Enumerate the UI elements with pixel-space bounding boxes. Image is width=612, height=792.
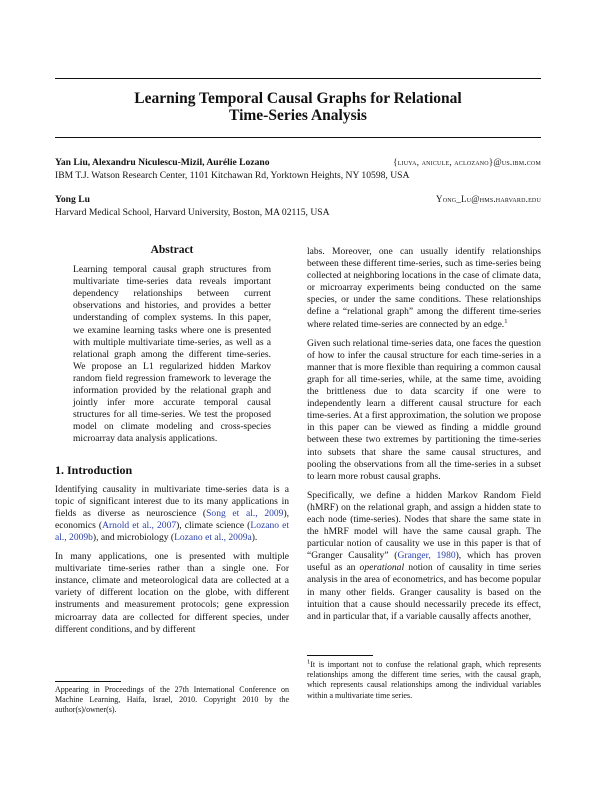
intro-paragraph-2: In many applications, one is presented with multiple multivariate time-series rather than a single one. For instance, climate and meteorological data are collected at a variety of different location on the globe, with different instruments and measurement protocols; gene expression microarray data are collected for different species, under different conditions, and by different bbox=[55, 551, 289, 635]
author-block-2 bbox=[55, 193, 541, 219]
right-paragraph-2: Given such relational time-series data, one faces the question of how to infer the causal structure for each time-series in a manner that is more flexible than requiring a common causal graph for all time-series, while, at the same time, avoiding the brittleness due to data scarcity if one were to independently learn a different causal structure for each time-series. At a first approximation, the solution we propose in this paper can be viewed as finding a middle ground between these two extremes by partitioning the time-series into subsets that share the same causal structures, and pooling the observations from all the time-series in a subset to learn more robust causal graphs. bbox=[307, 337, 541, 482]
citation-link[interactable]: Lozano et al., 2009a bbox=[174, 531, 252, 543]
section-heading-introduction: 1. Introduction bbox=[55, 462, 133, 477]
intro-paragraph-1: Identifying causality in multivariate time-series data is a topic of significant interest due to its many applications in fields as diverse as neuroscience (Song et al., 2009), economics (Arnold et al., 2007), climate science (Lozano et al., 2009b), and microbiology (Lozano et al., 2009a). bbox=[55, 483, 290, 543]
author-email: {liuya, anicule, aclozano}@us.ibm.com bbox=[393, 157, 541, 167]
abstract-heading: Abstract bbox=[150, 244, 194, 256]
title-rule bbox=[55, 137, 541, 138]
paper-title bbox=[55, 90, 541, 124]
footnote-marker[interactable]: 1 bbox=[504, 317, 508, 325]
left-column bbox=[55, 244, 289, 643]
citation-link[interactable]: Granger, 1980 bbox=[397, 550, 456, 562]
left-footnote: Appearing in Proceedings of the 27th International Conference on Machine Learning, Haifa, Israel, 2010. Copyright 2010 by the author(s)/owner(s). bbox=[55, 685, 289, 715]
abstract-body: Learning temporal causal graph structures from multivariate time-series data reveals important dependency relationships between current observations and histories, and provides a better understanding of complex systems. In this paper, we examine learning tasks where one is presented with multiple multivariate time-series, as well as a relational graph among the different time-series. We propose an L1 regularized hidden Markov random field regression framework to leverage the information provided by the relational graph and jointly infer more accurate temporal causal structures for all time-series. We test the proposed model on climate modeling and cross-species microarray data analysis applications. bbox=[73, 264, 271, 445]
footnote-number: 1 bbox=[307, 658, 311, 666]
author-names: Yong Lu bbox=[55, 194, 90, 205]
top-rule bbox=[55, 78, 541, 79]
right-column bbox=[307, 246, 541, 630]
footnote-rule-right bbox=[307, 655, 373, 656]
footnote-rule-left bbox=[55, 681, 121, 682]
author-block-1 bbox=[55, 156, 541, 182]
right-footnote: $^1$It is important not to confuse the relational graph, which represents relationships among the different time series, with the causal graph, which represents causal relationships among the individual variables within a multivariate time series. bbox=[307, 658, 541, 700]
title-line-1: Learning Temporal Causal Graphs for Relational bbox=[134, 90, 462, 107]
citation-link[interactable]: Song et al., 2009 bbox=[206, 507, 284, 519]
author-names: Yan Liu, Alexandru Niculescu-Mizil, Aurélie Lozano bbox=[55, 157, 270, 168]
citation-link[interactable]: Arnold et al., 2007 bbox=[102, 519, 177, 531]
right-paragraph-1: labs. Moreover, one can usually identify relationships between these different time-series, such as time-series being collected at neighboring locations in the case of climate data, or microarray experiments being conducted on the same species, or under the same conditions. These relationships define a “relational graph” among the different time-series where related time-series are connected by an edge.$^1$ bbox=[307, 246, 541, 330]
author-affiliation: IBM T.J. Watson Research Center, 1101 Kitchawan Rd, Yorktown Heights, NY 10598, USA bbox=[55, 170, 410, 181]
citation-link[interactable]: Lozano et al., 2009b bbox=[55, 519, 289, 543]
author-affiliation: Harvard Medical School, Harvard University, Boston, MA 02115, USA bbox=[55, 207, 330, 218]
title-line-2: Time-Series Analysis bbox=[229, 107, 367, 124]
author-email: Yong_Lu@hms.harvard.edu bbox=[436, 194, 541, 204]
right-paragraph-3: Specifically, we define a hidden Markov Random Field (hMRF) on the relational graph, and assign a hidden state to each node (time-series). Nodes that share the same state in the hMRF model will have the same causal graph. The particular notion of causality we use in this paper is that of “Granger Causality” (Granger, 1980), which has proven useful as an operational notion of causality in time series analysis in the area of econometrics, and has become popular in many other fields. Granger causality is based on the intuition that a cause should necessarily precede its effect, and in particular that, if a variable causally affects another, bbox=[307, 489, 542, 622]
